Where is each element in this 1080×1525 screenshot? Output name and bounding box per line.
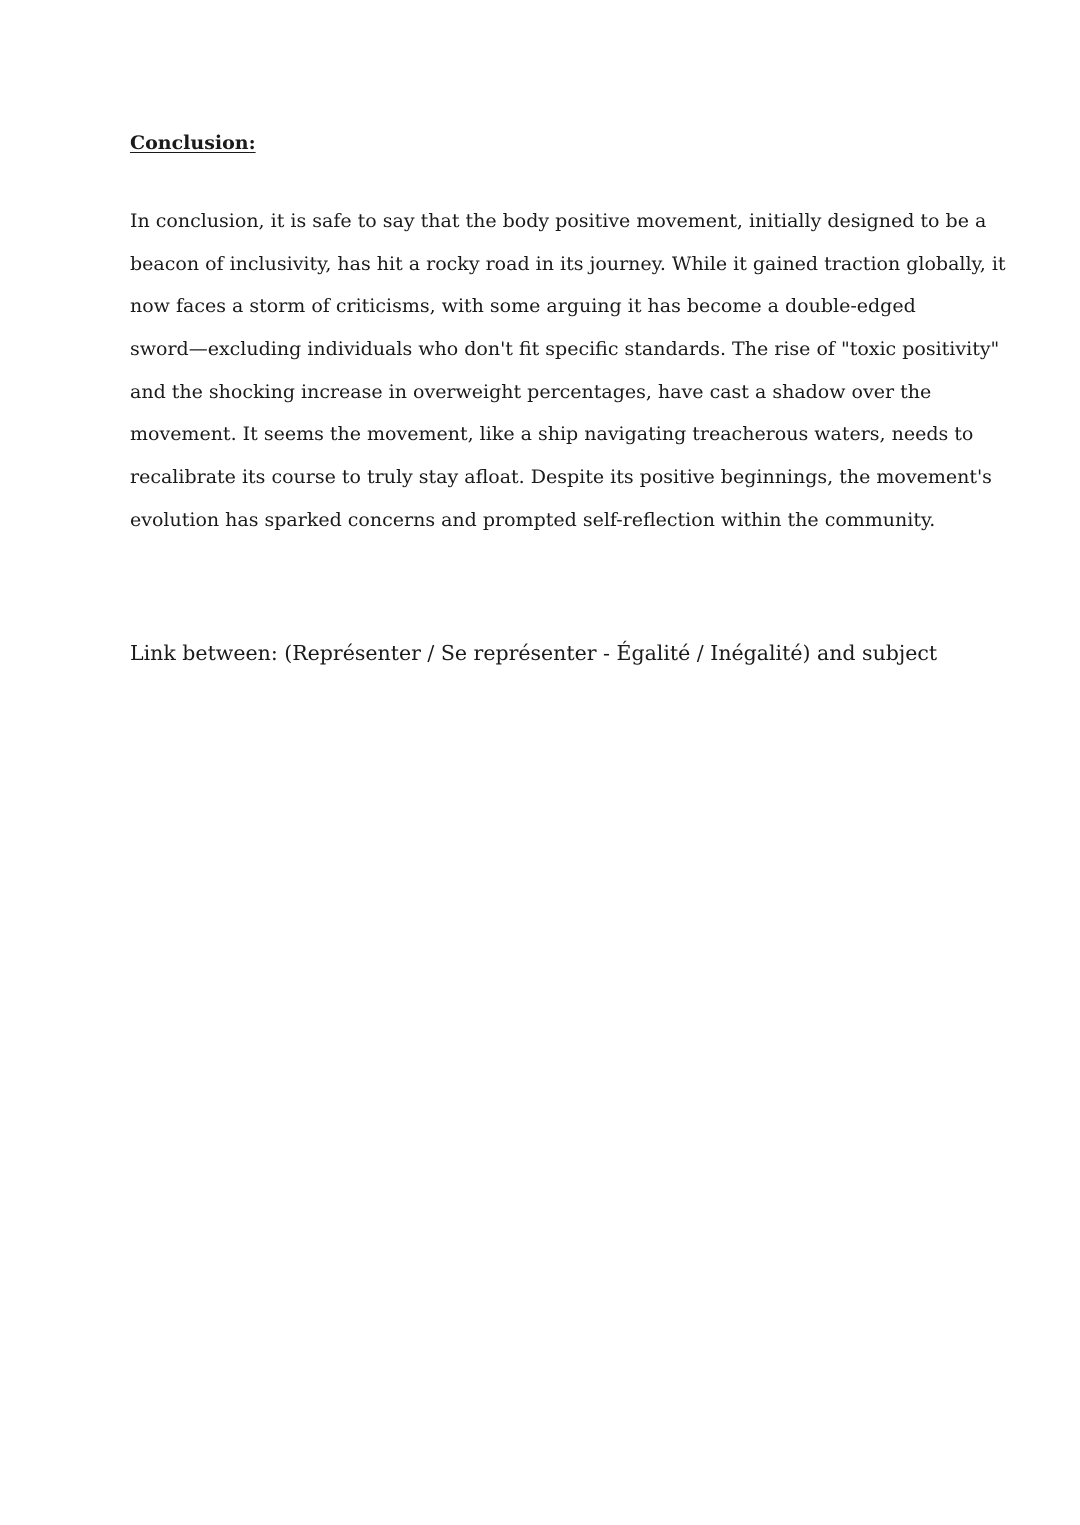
- paragraph-line: evolution has sparked concerns and prompted self-reflection within the community.: [130, 508, 936, 531]
- link-between-line: Link between: (Représenter / Se représenter - Égalité / Inégalité) and subject: [130, 641, 938, 665]
- paragraph-line: sword—excluding individuals who don't fit specific standards. The rise of "toxic positivity": [130, 338, 1000, 361]
- paragraph-line: now faces a storm of criticisms, with some arguing it has become a double-edged: [130, 295, 916, 318]
- paragraph-line: recalibrate its course to truly stay afloat. Despite its positive beginnings, the movement's: [130, 466, 992, 489]
- paragraph-line: In conclusion, it is safe to say that the body positive movement, initially designed to be a: [130, 210, 987, 232]
- paragraph-line: movement. It seems the movement, like a ship navigating treacherous waters, needs to: [130, 423, 974, 446]
- conclusion-paragraph: [130, 200, 1006, 542]
- conclusion-heading: Conclusion:: [130, 132, 256, 154]
- paragraph-line: and the shocking increase in overweight percentages, have cast a shadow over the: [130, 380, 932, 403]
- paragraph-line: beacon of inclusivity, has hit a rocky road in its journey. While it gained traction globally, it: [130, 252, 1006, 275]
